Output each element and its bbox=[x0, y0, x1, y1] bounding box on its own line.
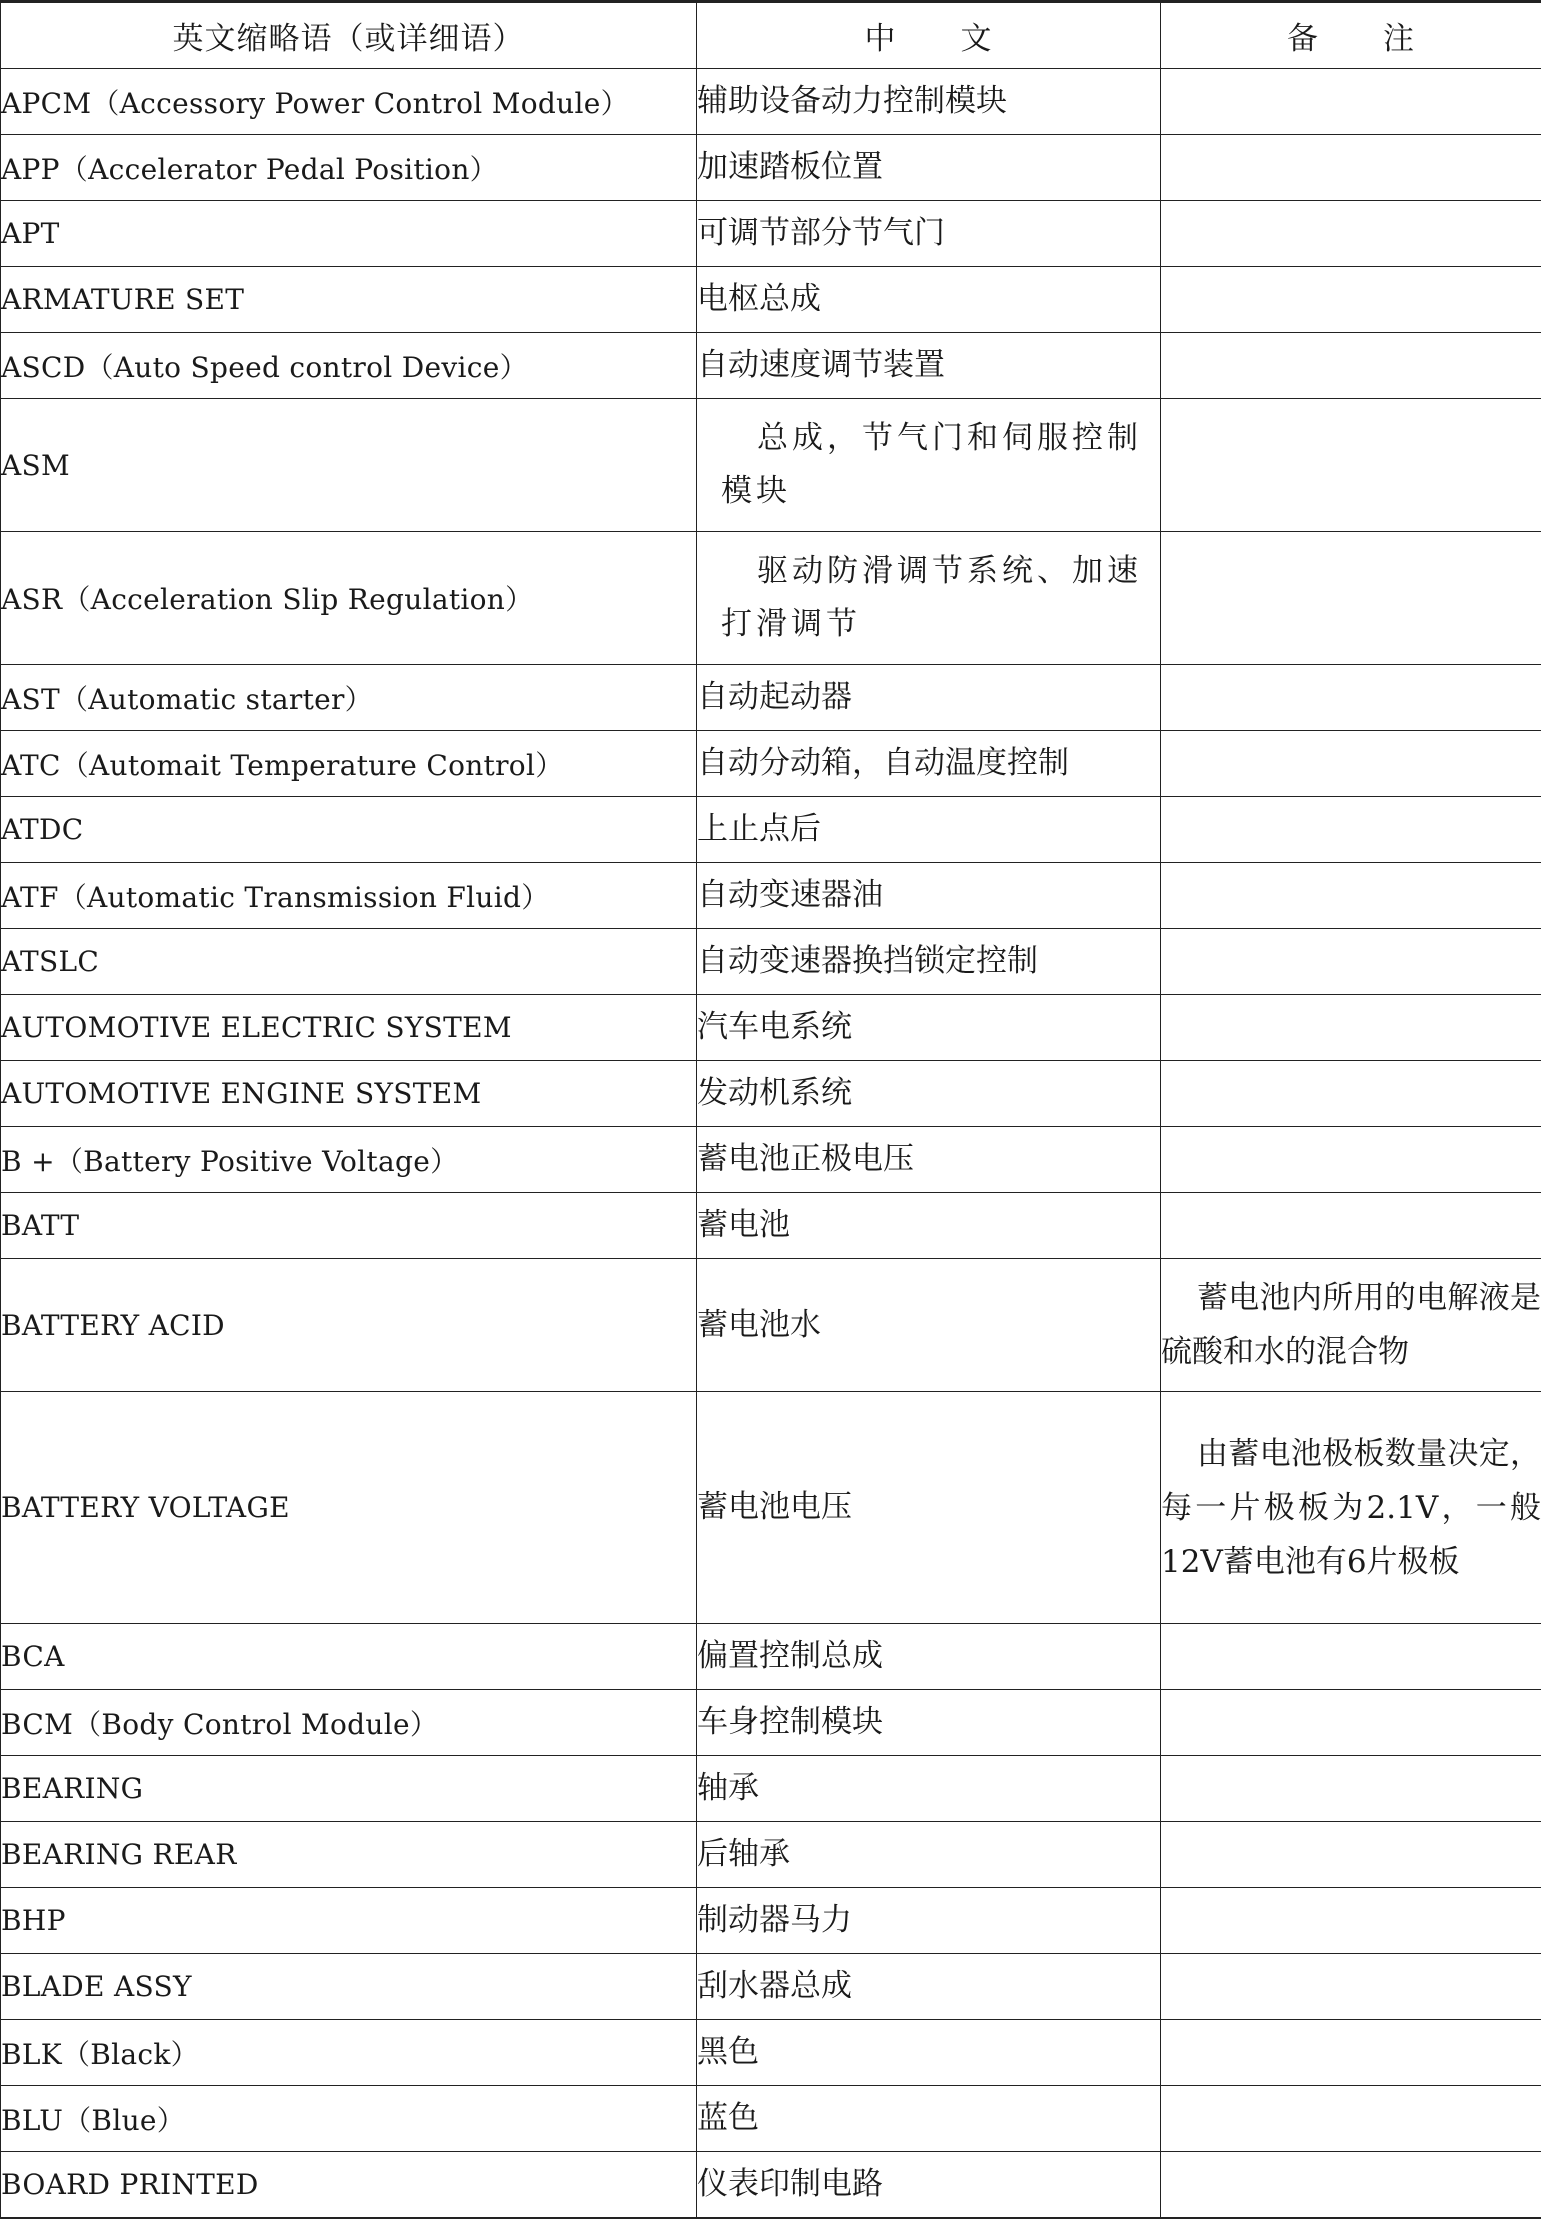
cell-english: BCA bbox=[1, 1624, 697, 1690]
table-header bbox=[1, 2, 1541, 69]
cell-remark bbox=[1161, 1822, 1541, 1888]
cell-chinese: 上止点后 bbox=[697, 797, 1161, 863]
table-row bbox=[1, 1193, 1541, 1259]
cell-remark bbox=[1161, 863, 1541, 929]
cell-english: B +（Battery Positive Voltage） bbox=[1, 1127, 697, 1193]
cell-remark bbox=[1161, 1954, 1541, 2020]
cell-chinese: 发动机系统 bbox=[697, 1061, 1161, 1127]
cell-chinese: 自动速度调节装置 bbox=[697, 333, 1161, 399]
table-row bbox=[1, 929, 1541, 995]
cell-english: ATSLC bbox=[1, 929, 697, 995]
cell-chinese: 制动器马力 bbox=[697, 1888, 1161, 1954]
table-row bbox=[1, 665, 1541, 731]
table-row bbox=[1, 532, 1541, 665]
cell-english: BOARD PRINTED bbox=[1, 2152, 697, 2218]
cell-remark bbox=[1161, 1061, 1541, 1127]
table-row bbox=[1, 1061, 1541, 1127]
cell-english: BHP bbox=[1, 1888, 697, 1954]
cell-chinese: 刮水器总成 bbox=[697, 1954, 1161, 2020]
cell-english: BLU（Blue） bbox=[1, 2086, 697, 2152]
cell-english: BEARING REAR bbox=[1, 1822, 697, 1888]
cell-english: ARMATURE SET bbox=[1, 267, 697, 333]
table-row bbox=[1, 267, 1541, 333]
cell-remark bbox=[1161, 665, 1541, 731]
cell-chinese: 自动分动箱，自动温度控制 bbox=[697, 731, 1161, 797]
cell-remark bbox=[1161, 797, 1541, 863]
table-row bbox=[1, 2152, 1541, 2218]
cell-english: BEARING bbox=[1, 1756, 697, 1822]
cell-chinese: 轴承 bbox=[697, 1756, 1161, 1822]
table-row bbox=[1, 201, 1541, 267]
cell-english: ASCD（Auto Speed control Device） bbox=[1, 333, 697, 399]
cell-remark bbox=[1161, 1756, 1541, 1822]
cell-english: ASM bbox=[1, 399, 697, 532]
table-row bbox=[1, 69, 1541, 135]
cell-chinese: 黑色 bbox=[697, 2020, 1161, 2086]
cell-remark bbox=[1161, 2086, 1541, 2152]
cell-chinese: 蓄电池电压 bbox=[697, 1392, 1161, 1624]
cell-english: AST（Automatic starter） bbox=[1, 665, 697, 731]
cell-chinese: 驱动防滑调节系统、加速打滑调节 bbox=[697, 532, 1161, 665]
table-row bbox=[1, 1822, 1541, 1888]
cell-english: APCM（Accessory Power Control Module） bbox=[1, 69, 697, 135]
cell-chinese: 加速踏板位置 bbox=[697, 135, 1161, 201]
cell-chinese: 自动变速器换挡锁定控制 bbox=[697, 929, 1161, 995]
cell-english: BLADE ASSY bbox=[1, 1954, 697, 2020]
table-row bbox=[1, 731, 1541, 797]
table-body bbox=[1, 69, 1541, 2218]
cell-remark: 蓄电池内所用的电解液是硫酸和水的混合物 bbox=[1161, 1259, 1541, 1392]
cell-chinese: 蓄电池正极电压 bbox=[697, 1127, 1161, 1193]
cell-chinese: 偏置控制总成 bbox=[697, 1624, 1161, 1690]
cell-chinese: 电枢总成 bbox=[697, 267, 1161, 333]
cell-english: AUTOMOTIVE ENGINE SYSTEM bbox=[1, 1061, 697, 1127]
cell-remark bbox=[1161, 532, 1541, 665]
cell-remark bbox=[1161, 929, 1541, 995]
cell-english: BATT bbox=[1, 1193, 697, 1259]
cell-remark bbox=[1161, 995, 1541, 1061]
header-remark: 备 注 bbox=[1161, 2, 1541, 69]
cell-english: APP（Accelerator Pedal Position） bbox=[1, 135, 697, 201]
cell-english: ASR（Acceleration Slip Regulation） bbox=[1, 532, 697, 665]
cell-remark bbox=[1161, 201, 1541, 267]
table-row bbox=[1, 797, 1541, 863]
header-chinese: 中 文 bbox=[697, 2, 1161, 69]
cell-remark bbox=[1161, 399, 1541, 532]
cell-remark bbox=[1161, 1690, 1541, 1756]
header-english: 英文缩略语（或详细语） bbox=[1, 2, 697, 69]
cell-remark bbox=[1161, 1193, 1541, 1259]
cell-chinese: 蓄电池 bbox=[697, 1193, 1161, 1259]
table-row bbox=[1, 2020, 1541, 2086]
cell-remark bbox=[1161, 1127, 1541, 1193]
table-row bbox=[1, 1392, 1541, 1624]
cell-english: BATTERY VOLTAGE bbox=[1, 1392, 697, 1624]
cell-english: BATTERY ACID bbox=[1, 1259, 697, 1392]
cell-english: BCM（Body Control Module） bbox=[1, 1690, 697, 1756]
cell-english: ATF（Automatic Transmission Fluid） bbox=[1, 863, 697, 929]
table-row bbox=[1, 333, 1541, 399]
table-row bbox=[1, 1259, 1541, 1392]
cell-remark bbox=[1161, 2020, 1541, 2086]
cell-chinese: 蓝色 bbox=[697, 2086, 1161, 2152]
cell-english: ATC（Automait Temperature Control） bbox=[1, 731, 697, 797]
cell-remark bbox=[1161, 69, 1541, 135]
cell-chinese: 车身控制模块 bbox=[697, 1690, 1161, 1756]
table-row bbox=[1, 2086, 1541, 2152]
header-row bbox=[1, 2, 1541, 69]
table-row bbox=[1, 135, 1541, 201]
cell-chinese: 自动变速器油 bbox=[697, 863, 1161, 929]
cell-remark: 由蓄电池极板数量决定，每一片极板为2.1V，一般12V蓄电池有6片极板 bbox=[1161, 1392, 1541, 1624]
cell-remark bbox=[1161, 2152, 1541, 2218]
cell-remark bbox=[1161, 731, 1541, 797]
table-row bbox=[1, 1127, 1541, 1193]
cell-english: BLK（Black） bbox=[1, 2020, 697, 2086]
cell-chinese: 辅助设备动力控制模块 bbox=[697, 69, 1161, 135]
table-row bbox=[1, 1888, 1541, 1954]
cell-chinese: 总成，节气门和伺服控制模块 bbox=[697, 399, 1161, 532]
table-row bbox=[1, 399, 1541, 532]
table-row bbox=[1, 995, 1541, 1061]
table-row bbox=[1, 1756, 1541, 1822]
cell-remark bbox=[1161, 135, 1541, 201]
cell-remark bbox=[1161, 1888, 1541, 1954]
cell-english: AUTOMOTIVE ELECTRIC SYSTEM bbox=[1, 995, 697, 1061]
cell-remark bbox=[1161, 267, 1541, 333]
cell-chinese: 可调节部分节气门 bbox=[697, 201, 1161, 267]
cell-chinese: 汽车电系统 bbox=[697, 995, 1161, 1061]
cell-remark bbox=[1161, 1624, 1541, 1690]
cell-english: ATDC bbox=[1, 797, 697, 863]
table-row bbox=[1, 863, 1541, 929]
table-row bbox=[1, 1690, 1541, 1756]
table-row bbox=[1, 1624, 1541, 1690]
cell-chinese: 后轴承 bbox=[697, 1822, 1161, 1888]
cell-chinese: 自动起动器 bbox=[697, 665, 1161, 731]
cell-english: APT bbox=[1, 201, 697, 267]
cell-chinese: 仪表印制电路 bbox=[697, 2152, 1161, 2218]
table-row bbox=[1, 1954, 1541, 2020]
cell-remark bbox=[1161, 333, 1541, 399]
cell-chinese: 蓄电池水 bbox=[697, 1259, 1161, 1392]
